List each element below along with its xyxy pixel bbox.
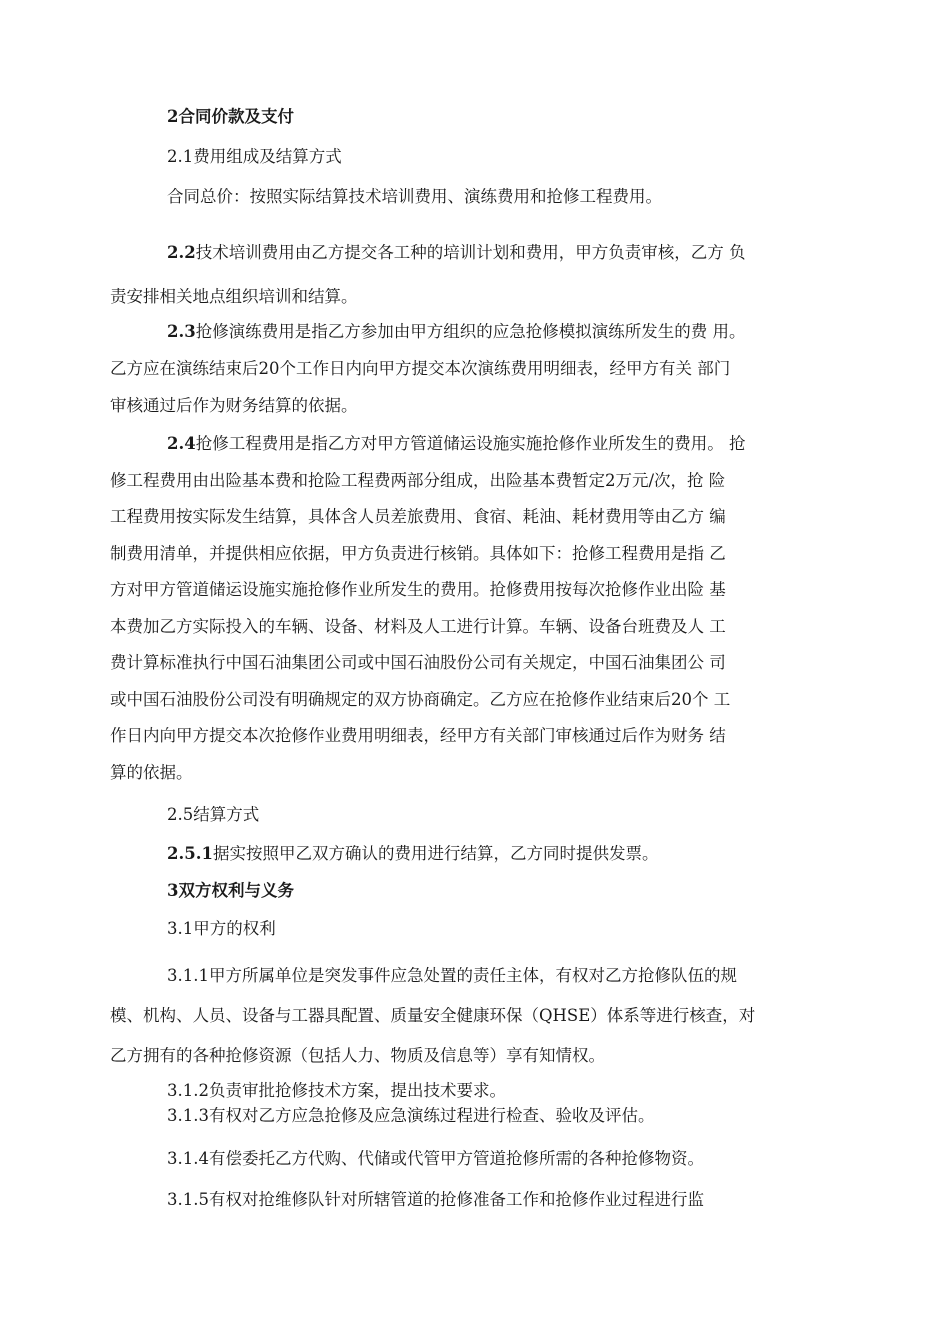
section-2-4-line-3: 工程费用按实际发生结算，具体含人员差旅费用、食宿、耗油、耗材费用等由乙方 编: [110, 507, 726, 526]
section-2-1-heading: 2.1费用组成及结算方式: [167, 147, 342, 166]
section-2-2-paragraph: [110, 231, 845, 319]
section-3-1-3-paragraph: 3.1.3有权对乙方应急抢修及应急演练过程进行检查、验收及评估。: [167, 1106, 655, 1125]
section-2-2-line-2: 责安排相关地点组织培训和结算。: [110, 287, 358, 306]
section-2-4-paragraph: [110, 426, 845, 791]
section-2-2-line-1: 2.2技术培训费用由乙方提交各工种的培训计划和费用，甲方负责审核，乙方 负: [167, 243, 746, 262]
section-3-1-1-line-3: 乙方拥有的各种抢修资源（包括人力、物质及信息等）享有知情权。: [110, 1046, 605, 1065]
section-3-1-2-paragraph: 3.1.2负责审批抢修技术方案，提出技术要求。: [167, 1081, 506, 1100]
section-2-4-line-5: 方对甲方管道储运设施实施抢修作业所发生的费用。抢修费用按每次抢修作业出险 基: [110, 580, 726, 599]
section-2-4-line-7: 费计算标准执行中国石油集团公司或中国石油股份公司有关规定，中国石油集团公 司: [110, 653, 726, 672]
section-3-1-4-paragraph: 3.1.4有偿委托乙方代购、代储或代管甲方管道抢修所需的各种抢修物资。: [167, 1149, 704, 1168]
section-3-1-5-paragraph: 3.1.5有权对抢维修队针对所辖管道的抢修准备工作和抢修作业过程进行监: [167, 1190, 704, 1209]
section-3-1-heading: 3.1甲方的权利: [167, 919, 276, 938]
section-2-2-number: 2.2: [167, 243, 196, 262]
section-3-1-1-line-2: 模、机构、人员、设备与工器具配置、质量安全健康环保（QHSE）体系等进行核查，对: [110, 1006, 756, 1025]
section-2-5-1-paragraph: 2.5.1据实按照甲乙双方确认的费用进行结算，乙方同时提供发票。: [167, 844, 659, 863]
section-2-3-paragraph: [110, 313, 845, 424]
section-2-3-line-1: 2.3抢修演练费用是指乙方参加由甲方组织的应急抢修模拟演练所发生的费 用。: [167, 322, 746, 341]
section-2-3-number: 2.3: [167, 322, 196, 341]
section-2-4-number: 2.4: [167, 434, 196, 453]
section-2-3-line-3: 审核通过后作为财务结算的依据。: [110, 396, 358, 415]
section-2-5-1-number: 2.5.1: [167, 844, 213, 863]
section-2-4-line-1: 2.4抢修工程费用是指乙方对甲方管道储运设施实施抢修作业所发生的费用。 抢: [167, 434, 746, 453]
section-2-4-line-2: 修工程费用由出险基本费和抢险工程费两部分组成，出险基本费暂定2万元/次，抢 险: [110, 470, 726, 490]
section-2-1-paragraph: 合同总价：按照实际结算技术培训费用、演练费用和抢修工程费用。: [167, 187, 662, 206]
section-2-heading: 2合同价款及支付: [167, 107, 294, 126]
section-2-4-line-9: 作日内向甲方提交本次抢修作业费用明细表，经甲方有关部门审核通过后作为财务 结: [110, 726, 726, 745]
section-2-4-line-6: 本费加乙方实际投入的车辆、设备、材料及人工进行计算。车辆、设备台班费及人 工: [110, 616, 726, 636]
section-3-heading: 3双方权利与义务: [167, 881, 294, 900]
section-3-1-1-line-1: 3.1.1甲方所属单位是突发事件应急处置的责任主体，有权对乙方抢修队伍的规: [167, 966, 737, 985]
section-3-1-1-paragraph: [110, 956, 845, 1076]
section-2-4-line-4: 制费用清单，并提供相应依据，甲方负责进行核销。具体如下：抢修工程费用是指 乙: [110, 543, 726, 563]
section-2-4-line-10: 算的依据。: [110, 762, 193, 782]
section-2-3-line-2: 乙方应在演练结束后20个工作日内向甲方提交本次演练费用明细表，经甲方有关 部门: [110, 359, 731, 378]
section-2-4-line-8: 或中国石油股份公司没有明确规定的双方协商确定。乙方应在抢修作业结束后20个 工: [110, 689, 731, 709]
section-2-5-heading: 2.5结算方式: [167, 805, 260, 824]
